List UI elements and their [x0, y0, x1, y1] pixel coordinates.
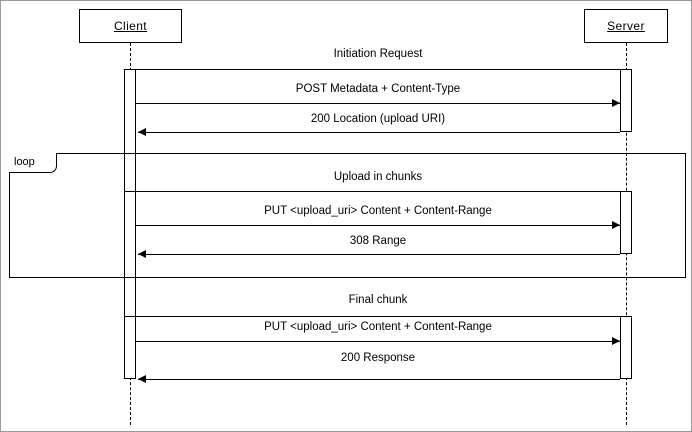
message-label-put-final: PUT <upload_uri> Content + Content-Range: [264, 321, 492, 333]
participant-server[interactable]: [584, 9, 668, 43]
message-arrow-200-response: [138, 379, 620, 380]
arrowhead-200-location-icon: [138, 128, 146, 136]
arrowhead-put-chunk-icon: [612, 221, 620, 229]
message-arrow-put-chunk: [136, 225, 620, 226]
participant-client[interactable]: [79, 9, 182, 43]
activation-server-initiation: [620, 69, 632, 132]
message-label-200-response: 200 Response: [340, 352, 416, 364]
message-label-final-chunk: Final chunk: [348, 294, 408, 306]
message-label-post-metadata: POST Metadata + Content-Type: [295, 83, 461, 95]
message-label-upload-in-chunks: Upload in chunks: [333, 171, 423, 183]
arrowhead-308-range-icon: [138, 250, 146, 258]
message-arrow-200-location: [138, 132, 620, 133]
participant-client-label: Client: [113, 19, 148, 33]
message-arrow-post-metadata: [136, 103, 620, 104]
participant-server-label: Server: [607, 19, 645, 33]
message-label-put-chunk: PUT <upload_uri> Content + Content-Range: [264, 205, 492, 217]
message-label-initiation-request: Initiation Request: [333, 48, 423, 60]
section-divider-upload-chunks: [124, 191, 626, 192]
activation-server-final: [620, 316, 632, 379]
arrowhead-post-metadata-icon: [612, 99, 620, 107]
loop-fragment-label: loop: [14, 156, 35, 168]
message-label-308-range: 308 Range: [349, 235, 407, 247]
message-arrow-put-final: [136, 341, 620, 342]
section-divider-initiation: [124, 69, 626, 70]
section-divider-final-chunk: [124, 316, 626, 317]
arrowhead-put-final-icon: [612, 337, 620, 345]
message-arrow-308-range: [138, 254, 620, 255]
arrowhead-200-response-icon: [138, 375, 146, 383]
message-label-200-location: 200 Location (upload URI): [310, 113, 446, 125]
